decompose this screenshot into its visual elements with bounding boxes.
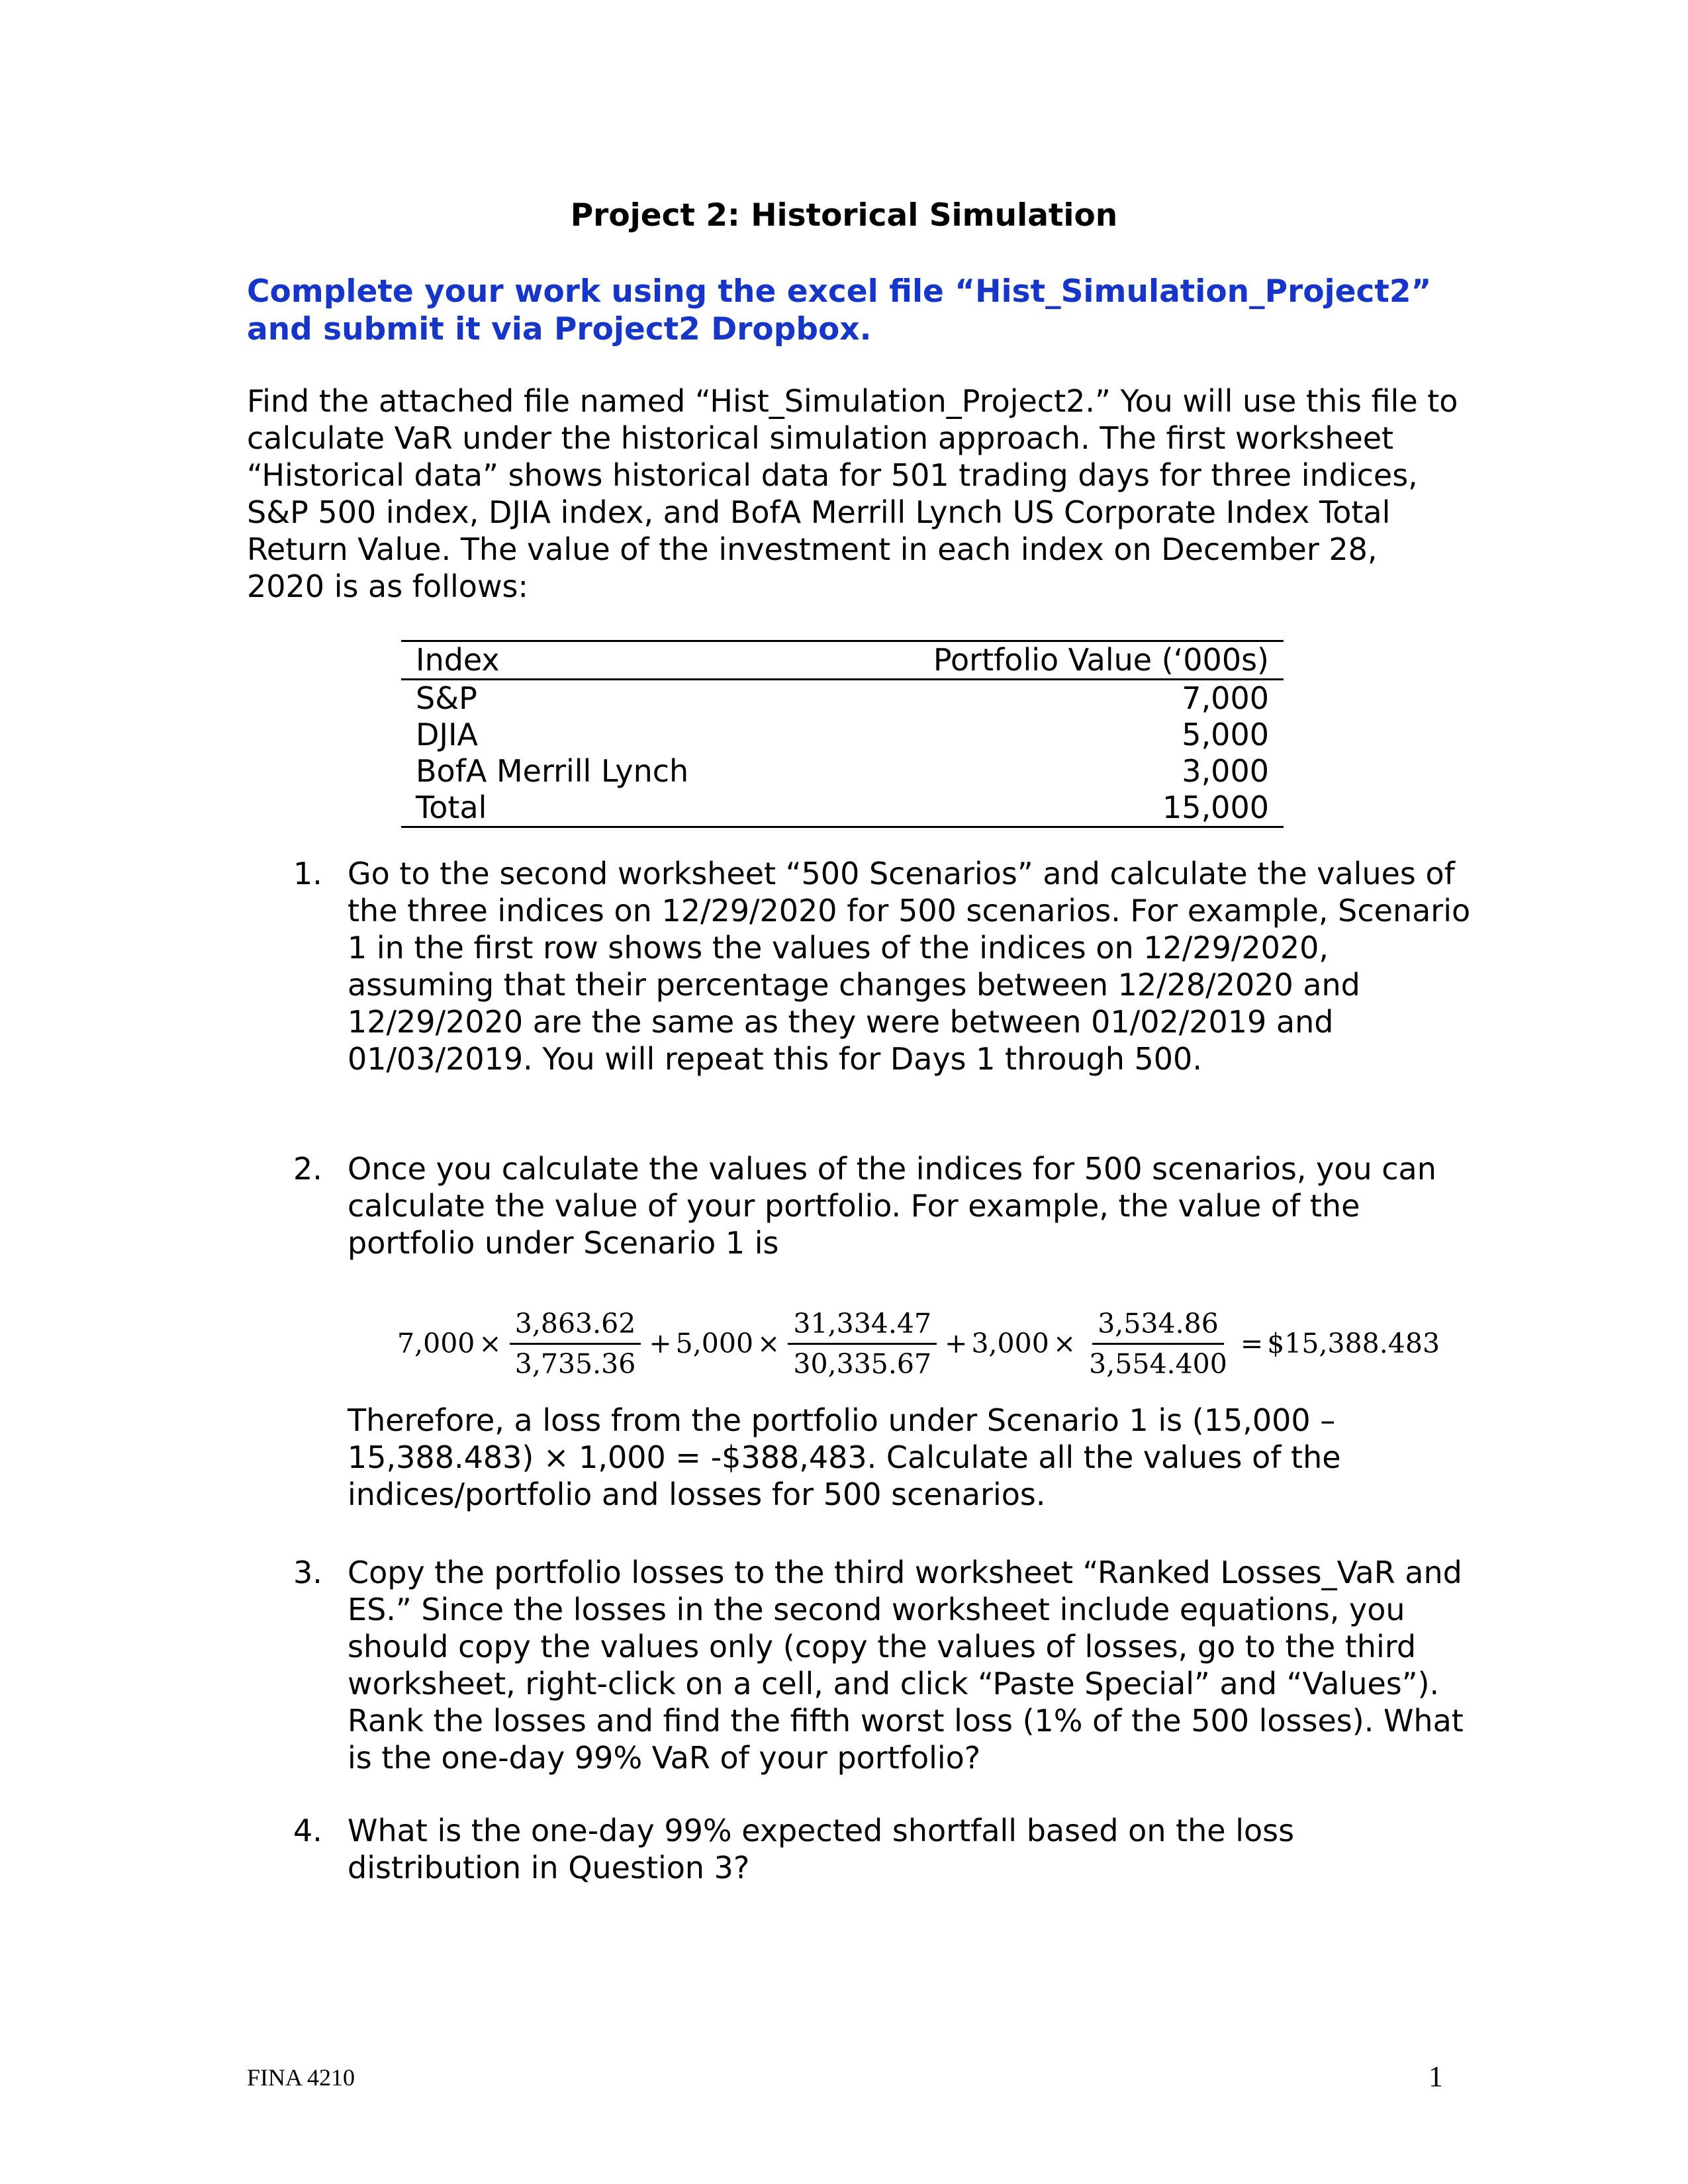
page-title: Project 2: Historical Simulation <box>570 197 1118 234</box>
equals-symbol: = <box>1240 1328 1264 1359</box>
question-text: What is the one-day 99% expected shortfall based on the loss distribution in Question 3? <box>348 1813 1295 1886</box>
table-total-row <box>401 790 1284 827</box>
question-number: 2. <box>293 1151 322 1187</box>
fraction-denominator: 3,735.36 <box>514 1347 636 1380</box>
footer-page-number: 1 <box>1429 2060 1443 2093</box>
question-followup-text: Therefore, a loss from the portfolio under Scenario 1 is (15,000 – 15,388.483) × 1,000 = -$388,483. Calculate all the values of the indices/portfolio and losses for 500 scenarios. <box>348 1402 1341 1512</box>
question-2 <box>293 1150 1472 1261</box>
table-row <box>401 680 1284 717</box>
submission-instruction: Complete your work using the excel file “Hist_Simulation_Project2” and submit it via Project2 Dropbox. <box>247 273 1432 347</box>
question-text: Copy the portfolio losses to the third worksheet “Ranked Losses_VaR and ES.” Since the losses in the second worksheet include equations, you should copy the values only (copy the values of losses, go to the third worksheet, right-click on a cell, and click “Paste Special” and “Values”). Rank the losses and find the fifth worst loss (1% of the 500 losses). What is the one-day 99% VaR of your portfolio? <box>348 1555 1464 1776</box>
fraction-numerator: 3,863.62 <box>510 1307 641 1345</box>
question-number: 3. <box>293 1555 322 1590</box>
question-4 <box>293 1812 1472 1886</box>
fraction-denominator: 30,335.67 <box>793 1347 932 1380</box>
portfolio-value-column-header: Portfolio Value (‘000s) <box>801 641 1284 680</box>
question-2-followup <box>293 1402 1472 1513</box>
portfolio-value-cell: 7,000 <box>1182 680 1269 716</box>
question-3 <box>293 1554 1472 1776</box>
intro-paragraph: Find the attached file named “Hist_Simulation_Project2.” You will use this file to calculate VaR under the historical simulation approach. The first worksheet “Historical data” shows historical data for 501 trading days for three indices, S&P 500 index, DJIA index, and BofA Merrill Lynch US Corporate Index Total Return Value. The value of the investment in each index on December 28, 2020 is as follows: <box>247 383 1458 604</box>
times-symbol: × <box>479 1328 502 1359</box>
portfolio-value-cell: 15,000 <box>801 790 1284 827</box>
equation-weight: 5,000 <box>675 1328 754 1359</box>
times-symbol: × <box>757 1328 780 1359</box>
index-name-cell: S&P <box>416 680 477 716</box>
equation-fraction <box>1084 1307 1233 1381</box>
question-1 <box>293 855 1472 1077</box>
equation-fraction <box>788 1307 937 1381</box>
footer-course-code: FINA 4210 <box>247 2064 355 2091</box>
question-text: Go to the second worksheet “500 Scenarios” and calculate the values of the three indices on 12/29/2020 for 500 scenarios. For example, Scenario 1 in the first row shows the values of the indices on 12/29/2020, assuming that their percentage changes between 12/28/2020 and 12/29/2020 are the same as they were between 01/02/2019 and 01/03/2019. You will repeat this for Days 1 through 500. <box>348 856 1471 1077</box>
index-column-header: Index <box>401 641 801 680</box>
times-symbol: × <box>1053 1328 1076 1359</box>
index-name-cell: DJIA <box>416 717 479 752</box>
question-number: 1. <box>293 856 322 891</box>
portfolio-value-cell: 3,000 <box>1182 753 1269 789</box>
equation-weight: 7,000 <box>397 1328 475 1359</box>
equation-fraction <box>510 1307 641 1381</box>
portfolio-value-equation <box>397 1300 1440 1387</box>
equation-result: $15,388.483 <box>1267 1328 1440 1359</box>
table-row <box>401 717 1284 753</box>
question-text: Once you calculate the values of the indices for 500 scenarios, you can calculate the value of your portfolio. For example, the value of the portfolio under Scenario 1 is <box>348 1151 1436 1261</box>
fraction-numerator: 3,534.86 <box>1092 1307 1224 1345</box>
index-name-cell: BofA Merrill Lynch <box>416 753 689 789</box>
portfolio-value-cell: 5,000 <box>1182 717 1269 752</box>
table-header-row <box>401 641 1284 680</box>
equation-weight: 3,000 <box>971 1328 1049 1359</box>
portfolio-value-table <box>401 640 1284 828</box>
question-number: 4. <box>293 1813 322 1848</box>
plus-symbol: + <box>945 1328 968 1359</box>
table-row <box>401 753 1284 790</box>
fraction-numerator: 31,334.47 <box>788 1307 937 1345</box>
fraction-denominator: 3,554.400 <box>1089 1347 1227 1380</box>
plus-symbol: + <box>649 1328 672 1359</box>
index-name-cell: Total <box>401 790 801 827</box>
